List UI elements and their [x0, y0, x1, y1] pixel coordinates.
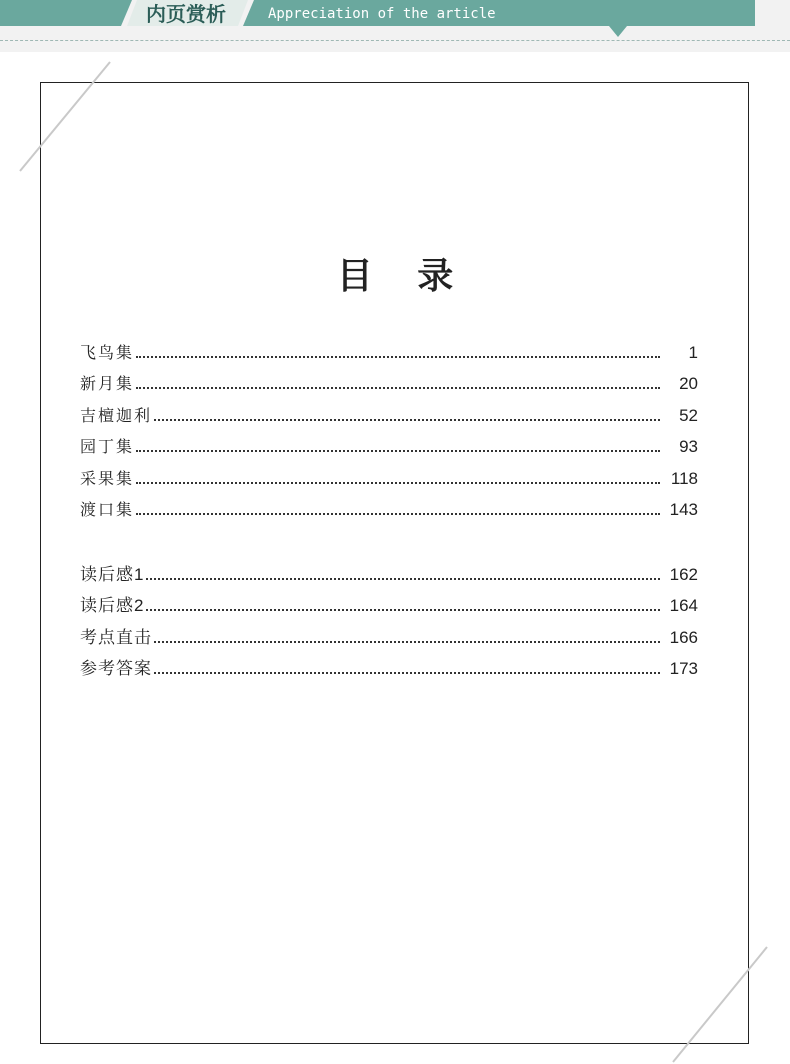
toc-entry[interactable] — [80, 494, 698, 520]
toc-entry-page: 143 — [669, 500, 698, 519]
toc-leader-dots — [154, 641, 660, 643]
toc-entry-page: 164 — [669, 596, 698, 615]
toc-entry-title: 考点直击 — [80, 628, 152, 647]
toc-entry-page: 1 — [688, 343, 698, 362]
toc-entry-page: 93 — [679, 437, 698, 456]
toc-heading: 目 录 — [336, 256, 470, 297]
toc-entry-title: 新月集 — [80, 374, 135, 393]
toc-entry-page: 173 — [669, 659, 698, 678]
toc-leader-dots — [136, 513, 660, 515]
toc-entry-title: 渡口集 — [80, 500, 135, 519]
toc-entry-title: 采果集 — [80, 469, 135, 488]
toc-entry[interactable] — [80, 653, 698, 679]
toc-entry-page: 20 — [679, 374, 698, 393]
toc-leader-dots — [146, 609, 660, 611]
toc-entry[interactable] — [80, 463, 698, 489]
toc-entry-title: 飞鸟集 — [80, 343, 135, 362]
toc-entry-title: 读后感1 — [80, 565, 145, 584]
toc-leader-dots — [136, 450, 660, 452]
toc-entry[interactable] — [80, 622, 698, 648]
toc-entry[interactable] — [80, 559, 698, 585]
toc-leader-dots — [136, 482, 660, 484]
toc-entry-title: 读后感2 — [80, 596, 145, 615]
toc-entry[interactable] — [80, 337, 698, 363]
toc-entry[interactable] — [80, 368, 698, 394]
banner-subtitle: Appreciation of the article — [268, 6, 496, 22]
toc-leader-dots — [154, 419, 660, 421]
toc-entry[interactable] — [80, 590, 698, 616]
toc-entry[interactable] — [80, 431, 698, 457]
toc-entry-title: 参考答案 — [80, 659, 152, 678]
toc-leader-dots — [154, 672, 660, 674]
toc-leader-dots — [136, 356, 660, 358]
toc-entry[interactable] — [80, 400, 698, 426]
toc-leader-dots — [136, 387, 660, 389]
toc-leader-dots — [146, 578, 660, 580]
toc-entry-title: 园丁集 — [80, 437, 135, 456]
toc-entry-page: 166 — [669, 628, 698, 647]
toc-entry-page: 162 — [669, 565, 698, 584]
toc-entry-page: 52 — [679, 406, 698, 425]
banner-title: 内页赏析 — [146, 2, 226, 26]
toc-entry-page: 118 — [670, 469, 698, 488]
toc-entry-title: 吉檀迦利 — [80, 406, 153, 425]
